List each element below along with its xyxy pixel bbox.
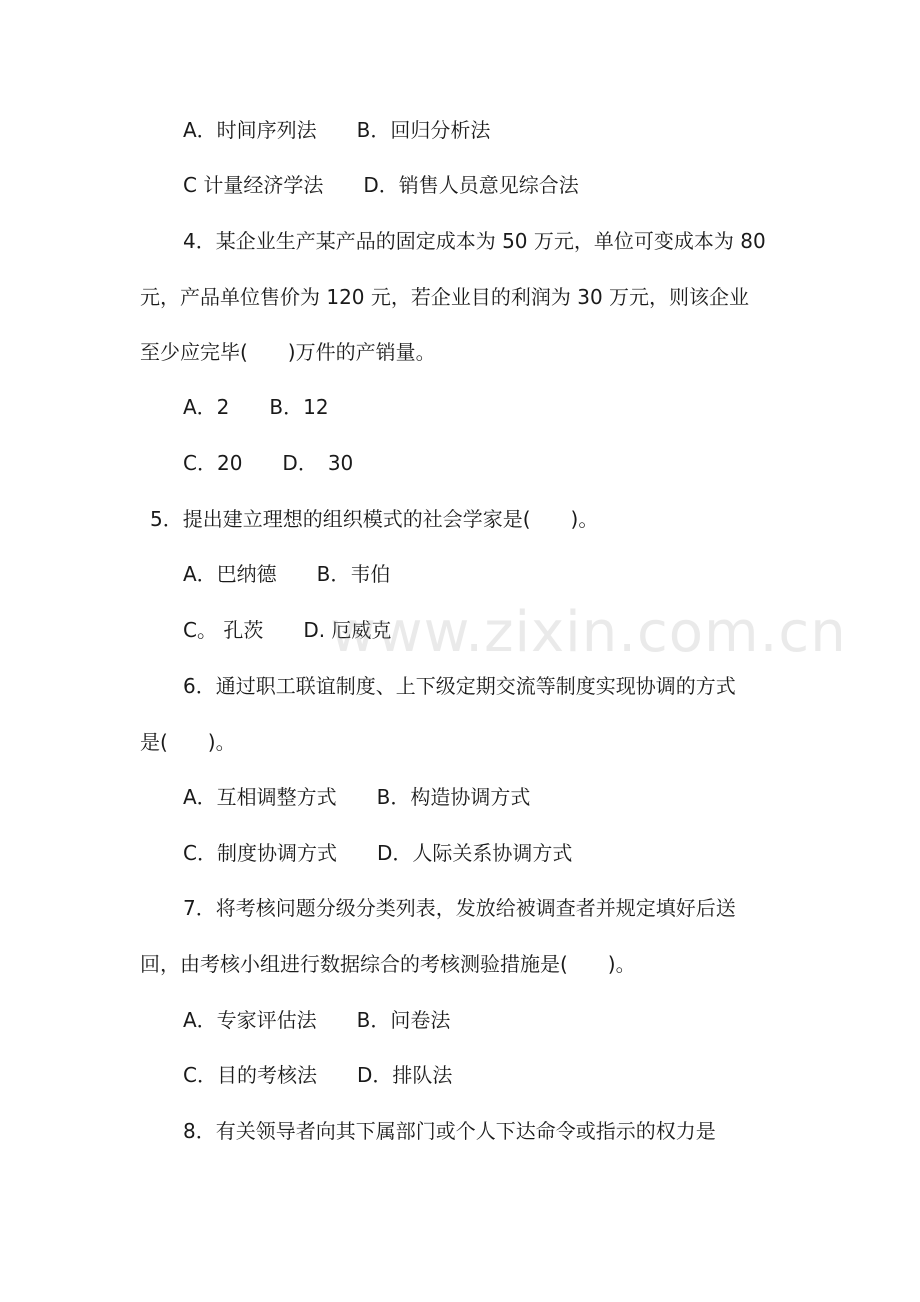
question-4-line-1: 4．某企业生产某产品的固定成本为 50 万元，单位可变成本为 80: [183, 229, 766, 253]
option-line-q6-cd: C．制度协调方式 D．人际关系协调方式: [183, 841, 573, 865]
option-line-q7-cd: C．目的考核法 D．排队法: [183, 1063, 453, 1087]
question-7-line-2: 回，由考核小组进行数据综合的考核测验措施是( )。: [140, 952, 636, 976]
option-line-q5-cd: C。 孔茨 D. 厄威克: [183, 618, 392, 642]
option-line-q3-ab: A．时间序列法 B．回归分析法: [183, 118, 491, 142]
question-6-line-1: 6．通过职工联谊制度、上下级定期交流等制度实现协调的方式: [183, 674, 736, 698]
question-5-line-1: 5．提出建立理想的组织模式的社会学家是( )。: [150, 507, 599, 531]
option-line-q7-ab: A．专家评估法 B．问卷法: [183, 1008, 451, 1032]
option-line-q6-ab: A．互相调整方式 B．构造协调方式: [183, 785, 531, 809]
option-line-q5-ab: A．巴纳德 B．韦伯: [183, 562, 391, 586]
option-line-q4-cd: C．20 D． 30: [183, 451, 354, 475]
question-6-line-2: 是( )。: [140, 730, 236, 754]
question-7-line-1: 7．将考核问题分级分类列表，发放给被调查者并规定填好后送: [183, 896, 736, 920]
option-line-q3-cd: C 计量经济学法 D．销售人员意见综合法: [183, 173, 579, 197]
question-8-line-1: 8．有关领导者向其下属部门或个人下达命令或指示的权力是: [183, 1119, 716, 1143]
question-4-line-2: 元，产品单位售价为 120 元，若企业目的利润为 30 万元，则该企业: [140, 285, 750, 309]
watermark: www.zixin.com.cn: [330, 600, 847, 665]
question-4-line-3: 至少应完毕( )万件的产销量。: [140, 340, 436, 364]
option-line-q4-ab: A．2 B．12: [183, 395, 329, 419]
